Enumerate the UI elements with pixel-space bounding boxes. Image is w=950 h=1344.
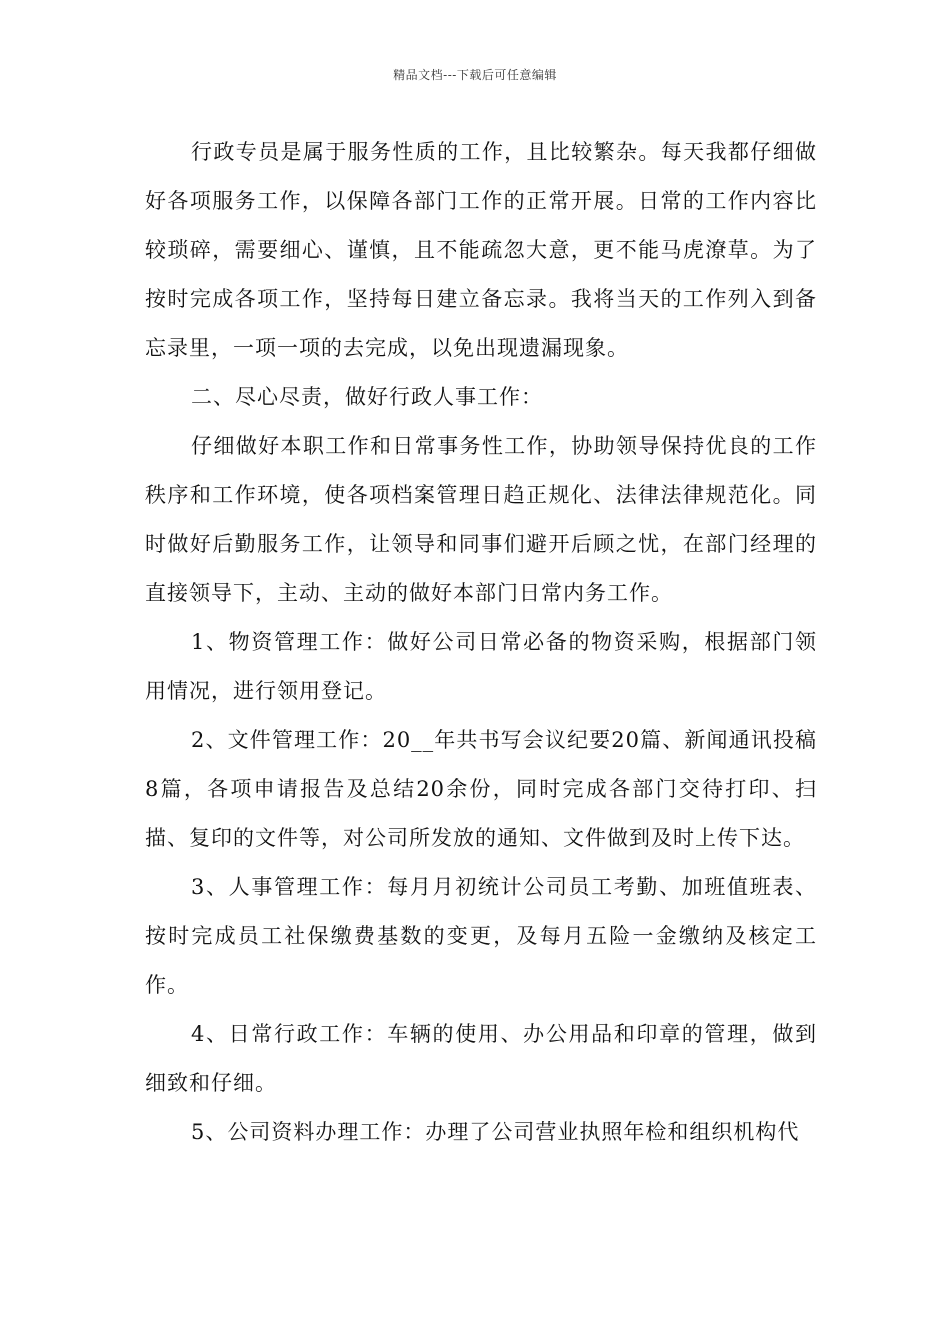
document-body bbox=[145, 128, 817, 1157]
list-item-materials: 1、物资管理工作：做好公司日常必备的物资采购，根据部门领用情况，进行领用登记。 bbox=[145, 630, 817, 703]
paragraph-duties: 仔细做好本职工作和日常事务性工作，协助领导保持优良的工作秩序和工作环境，使各项档案管理日趋正规化、法律法律规范化。同时做好后勤服务工作，让领导和同事们避开后顾之忧，在部门经理的直接领导下，主动、主动的做好本部门日常内务工作。 bbox=[145, 434, 817, 605]
list-item-company-records: 5、公司资料办理工作：办理了公司营业执照年检和组织机构代 bbox=[191, 1120, 800, 1144]
section-heading: 二、尽心尽责，做好行政人事工作： bbox=[191, 385, 543, 409]
list-item-admin: 4、日常行政工作：车辆的使用、办公用品和印章的管理，做到细致和仔细。 bbox=[145, 1022, 817, 1095]
paragraph-intro: 行政专员是属于服务性质的工作，且比较繁杂。每天我都仔细做好各项服务工作，以保障各部门工作的正常开展。日常的工作内容比较琐碎，需要细心、谨慎，且不能疏忽大意，更不能马虎潦草。为了按时完成各项工作，坚持每日建立备忘录。我将当天的工作列入到备忘录里，一项一项的去完成，以免出现遗漏现象。 bbox=[145, 140, 817, 360]
page-header: 精品文档---下载后可任意编辑 bbox=[393, 68, 557, 82]
list-item-documents: 2、文件管理工作：20__年共书写会议纪要20篇、新闻通讯投稿8篇，各项申请报告及总结20余份，同时完成各部门交待打印、扫描、复印的文件等，对公司所发放的通知、文件做到及时上传下达。 bbox=[145, 728, 817, 850]
list-item-personnel: 3、人事管理工作：每月月初统计公司员工考勤、加班值班表、按时完成员工社保缴费基数的变更，及每月五险一金缴纳及核定工作。 bbox=[145, 875, 817, 997]
